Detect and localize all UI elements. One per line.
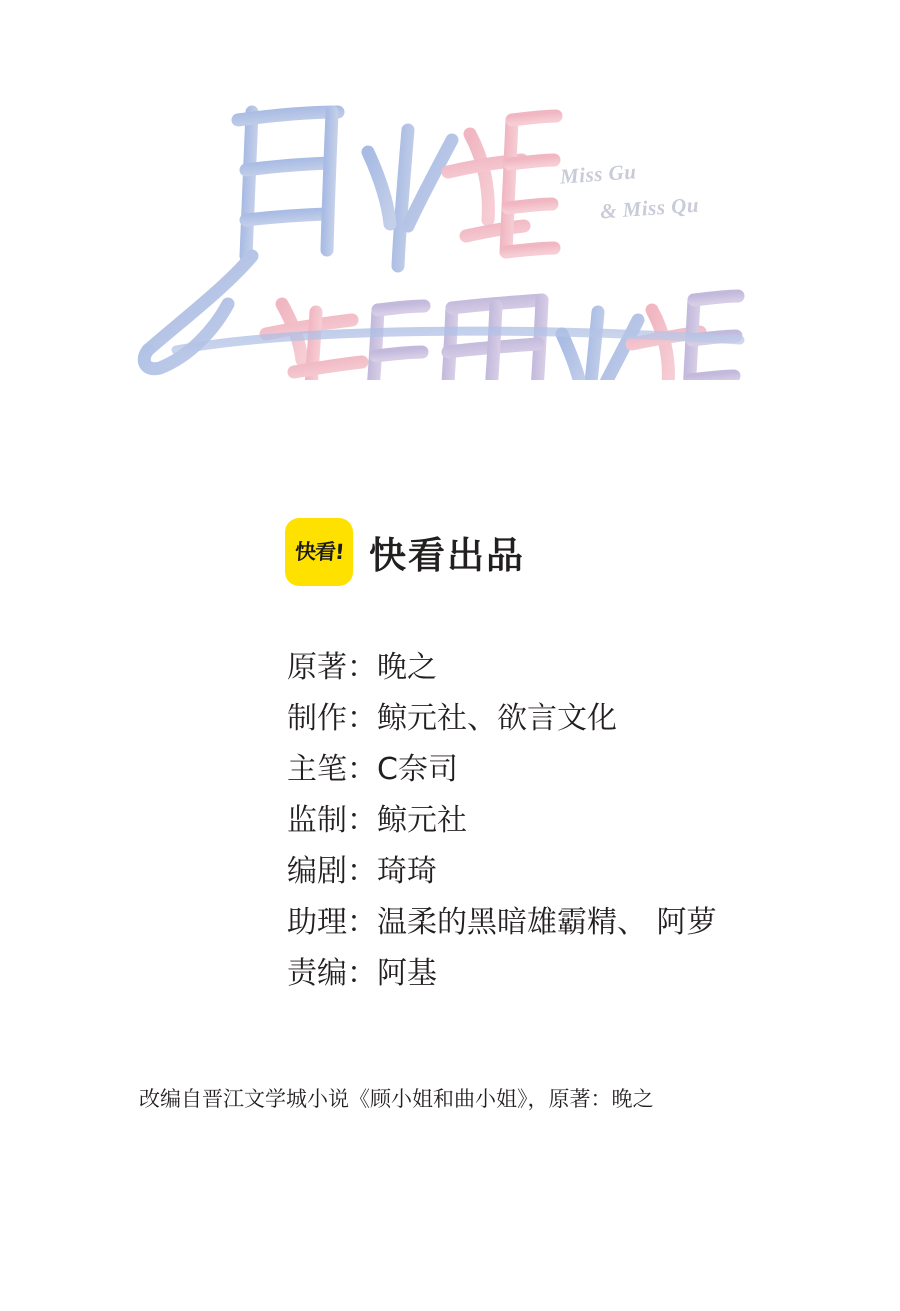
kuaikan-logo-icon: [285, 518, 353, 586]
credit-line: 责编：阿基: [287, 956, 437, 991]
credits-list: [287, 642, 847, 999]
kuaikan-logo-label: 快看!: [293, 539, 345, 564]
publisher-name: 快看出品: [369, 534, 525, 577]
source-footnote: 改编自晋江文学城小说《顾小姐和曲小姐》，原著：晚之: [139, 1087, 654, 1111]
credit-line: 主笔：C奈司: [287, 752, 458, 787]
credit-line: 编剧：琦琦: [287, 854, 437, 889]
credit-line: 监制：鲸元社: [287, 803, 467, 838]
title-latin-line1: Miss Gu: [559, 159, 638, 189]
title-latin-line2: & Miss Qu: [599, 192, 700, 224]
title-artwork: [0, 60, 900, 380]
credit-line: 助理：温柔的黑暗雄霸精、 阿萝: [287, 905, 717, 940]
publisher-row: [285, 518, 525, 586]
credit-line: 原著：晚之: [287, 650, 437, 685]
credit-line: 制作：鲸元社、欲言文化: [287, 701, 617, 736]
